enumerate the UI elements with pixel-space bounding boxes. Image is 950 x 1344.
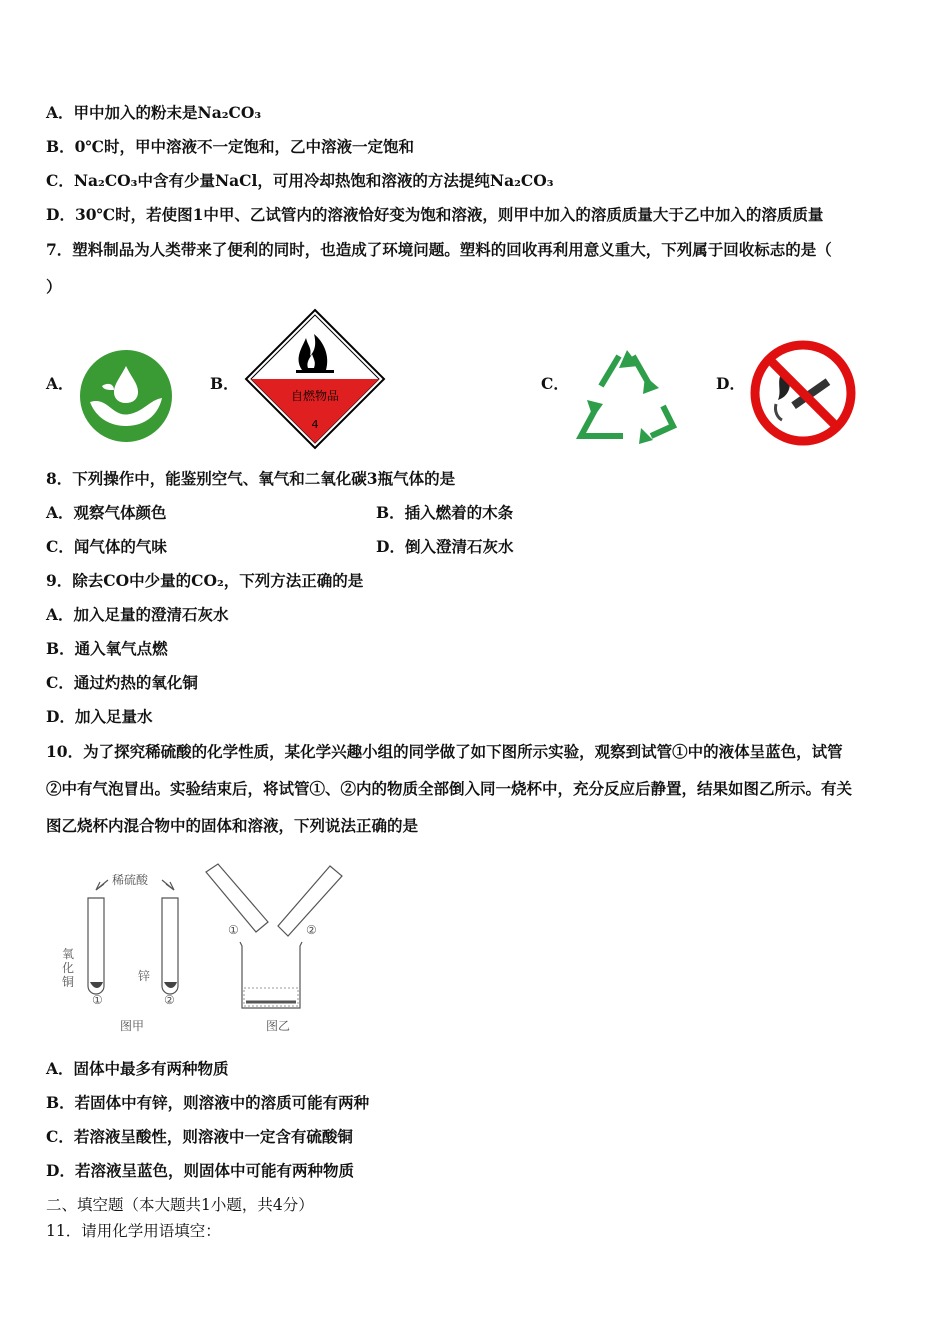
q6-option-b: B．0℃时，甲中溶液不一定饱和，乙中溶液一定饱和 bbox=[46, 137, 414, 156]
fig-jia-label: 图甲 bbox=[120, 1019, 145, 1033]
q7-stem-end: ） bbox=[46, 277, 62, 296]
sign-b-number: 4 bbox=[311, 418, 319, 431]
section-heading: 二、填空题（本大题共1小题，共4分） bbox=[46, 1196, 314, 1214]
q10-option-b: B．若固体中有锌，则溶液中的溶质可能有两种 bbox=[46, 1093, 370, 1112]
q10-stem-line2: ②中有气泡冒出。实验结束后，将试管①、②内的物质全部倒入同一烧杯中，充分反应后静置，结果如图乙所示。有关 bbox=[46, 779, 853, 798]
q10-option-a: A．固体中最多有两种物质 bbox=[46, 1059, 229, 1078]
experiment-figure bbox=[56, 862, 356, 1038]
q8-option-b: B．插入燃着的木条 bbox=[376, 503, 514, 522]
q7-stem: 7．塑料制品为人类带来了便利的同时，也造成了环境问题。塑料的回收再利用意义重大，下列属于回收标志的是（ bbox=[46, 240, 832, 259]
q9-option-c: C．通过灼热的氧化铜 bbox=[46, 673, 198, 692]
q6-option-a: A．甲中加入的粉末是Na₂CO₃ bbox=[46, 103, 262, 122]
q7-label-a: A． bbox=[46, 374, 74, 393]
q6-option-d: D．30℃时，若使图1中甲、乙试管内的溶液恰好变为饱和溶液，则甲中加入的溶质质量大于乙中加入的溶质质量 bbox=[46, 205, 824, 224]
fig-yi-tube2-label: ② bbox=[306, 923, 317, 937]
tube1-label: ① bbox=[92, 993, 103, 1007]
q7-label-c: C． bbox=[541, 374, 569, 393]
tube2-label: ② bbox=[164, 993, 175, 1007]
no-smoking-icon bbox=[748, 338, 858, 448]
q10-option-c: C．若溶液呈酸性，则溶液中一定含有硫酸铜 bbox=[46, 1127, 353, 1146]
zn-label: 锌 bbox=[138, 969, 151, 983]
q10-stem-line1: 10．为了探究稀硫酸的化学性质，某化学兴趣小组的同学做了如下图所示实验，观察到试管①中的液体呈蓝色，试管 bbox=[46, 742, 843, 761]
sign-b-text: 自燃物品 bbox=[290, 389, 340, 403]
q8-option-d: D．倒入澄清石灰水 bbox=[376, 537, 514, 556]
q8-option-c: C．闻气体的气味 bbox=[46, 537, 167, 556]
water-saving-logo bbox=[78, 348, 174, 444]
q8-option-a: A．观察气体颜色 bbox=[46, 503, 167, 522]
q9-option-d: D．加入足量水 bbox=[46, 707, 153, 726]
recycle-icon bbox=[573, 348, 681, 446]
fig-yi-label: 图乙 bbox=[266, 1019, 291, 1033]
q11-stem: 11．请用化学用语填空： bbox=[46, 1222, 221, 1240]
q7-label-b: B． bbox=[210, 374, 239, 393]
q6-option-c: C．Na₂CO₃中含有少量NaCl，可用冷却热饱和溶液的方法提纯Na₂CO₃ bbox=[46, 171, 554, 190]
q8-stem: 8．下列操作中，能鉴别空气、氧气和二氧化碳3瓶气体的是 bbox=[46, 469, 456, 488]
acid-label: 稀硫酸 bbox=[112, 873, 149, 887]
cuo-char-2: 化 bbox=[62, 961, 75, 975]
q9-option-a: A．加入足量的澄清石灰水 bbox=[46, 605, 229, 624]
fig-yi-tube1-label: ① bbox=[228, 923, 239, 937]
spontaneous-combustion-sign bbox=[244, 308, 386, 450]
q10-stem-line3: 图乙烧杯内混合物中的固体和溶液，下列说法正确的是 bbox=[46, 816, 419, 835]
q9-stem: 9．除去CO中少量的CO₂，下列方法正确的是 bbox=[46, 571, 364, 590]
cuo-char-3: 铜 bbox=[62, 975, 75, 989]
q9-option-b: B．通入氧气点燃 bbox=[46, 639, 168, 658]
q7-label-d: D． bbox=[716, 374, 745, 393]
q10-option-d: D．若溶液呈蓝色，则固体中可能有两种物质 bbox=[46, 1161, 354, 1180]
cuo-char-1: 氧 bbox=[62, 947, 75, 961]
